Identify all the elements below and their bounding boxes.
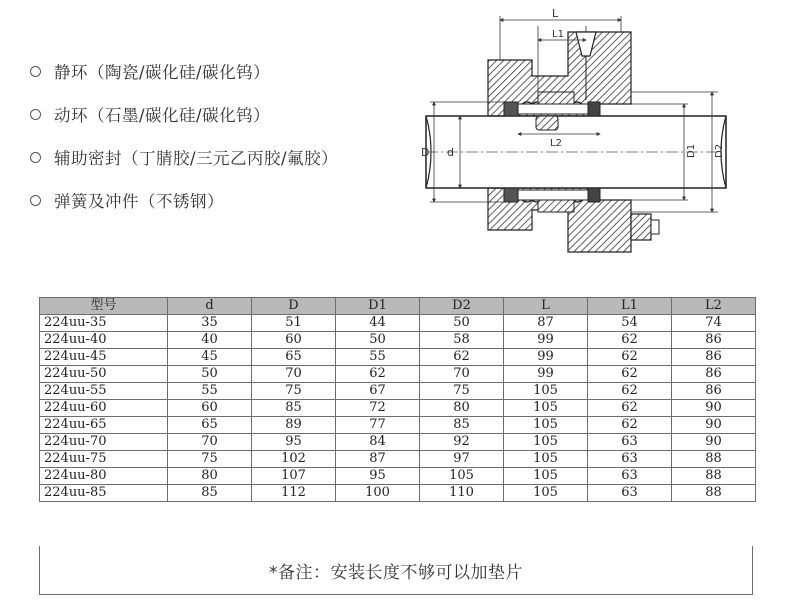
table-cell: 105 [504, 400, 588, 417]
table-cell: 85 [420, 417, 504, 434]
table-cell: 62 [588, 400, 672, 417]
table-cell: 99 [504, 366, 588, 383]
table-cell: 90 [672, 434, 756, 451]
table-cell: 87 [504, 315, 588, 332]
table-row [40, 468, 756, 485]
table-cell: 54 [588, 315, 672, 332]
table-row [40, 417, 756, 434]
table-cell: 88 [672, 468, 756, 485]
table-cell: 90 [672, 417, 756, 434]
header-D1: D1 [336, 298, 420, 315]
table-cell: 105 [504, 383, 588, 400]
table-cell: 80 [420, 400, 504, 417]
table-cell-model: 224uu-35 [40, 315, 168, 332]
bullet-circle-icon [30, 109, 41, 120]
table-cell: 50 [420, 315, 504, 332]
header-L2: L2 [672, 298, 756, 315]
table-cell: 45 [168, 349, 252, 366]
table-cell: 60 [252, 332, 336, 349]
table-cell: 62 [588, 383, 672, 400]
table-cell: 60 [168, 400, 252, 417]
header-D2: D2 [420, 298, 504, 315]
seal-ring-bottom [504, 188, 518, 202]
table-cell-model: 224uu-50 [40, 366, 168, 383]
table-cell: 62 [588, 332, 672, 349]
table-cell: 105 [504, 417, 588, 434]
dim-label-L: L [552, 7, 559, 20]
table-cell: 62 [588, 366, 672, 383]
table-cell: 99 [504, 332, 588, 349]
table-cell: 63 [588, 485, 672, 502]
material-text: 静环（陶瓷/碳化硅/碳化钨） [54, 63, 271, 82]
seal-ring-top [504, 102, 518, 116]
table-cell: 86 [672, 349, 756, 366]
table-cell: 105 [504, 485, 588, 502]
bullet-circle-icon [30, 195, 41, 206]
spec-table [39, 297, 756, 502]
table-row [40, 451, 756, 468]
table-row [40, 383, 756, 400]
table-cell: 62 [588, 349, 672, 366]
seal-cross-section-drawing [418, 4, 788, 280]
table-header-row [40, 298, 756, 315]
table-cell-model: 224uu-60 [40, 400, 168, 417]
table-cell: 67 [336, 383, 420, 400]
table-cell: 35 [168, 315, 252, 332]
table-cell: 105 [504, 451, 588, 468]
table-cell: 86 [672, 332, 756, 349]
table-cell: 62 [420, 349, 504, 366]
table-cell: 90 [672, 400, 756, 417]
table-cell: 58 [420, 332, 504, 349]
table-cell: 65 [168, 417, 252, 434]
bullet-circle-icon [30, 66, 41, 77]
table-cell: 100 [336, 485, 420, 502]
table-cell: 40 [168, 332, 252, 349]
table-cell: 70 [420, 366, 504, 383]
table-cell: 75 [168, 451, 252, 468]
table-cell: 92 [420, 434, 504, 451]
table-cell: 105 [504, 434, 588, 451]
table-cell: 55 [168, 383, 252, 400]
header-L: L [504, 298, 588, 315]
table-cell-model: 224uu-45 [40, 349, 168, 366]
table-cell: 85 [252, 400, 336, 417]
table-cell: 97 [420, 451, 504, 468]
table-cell: 50 [336, 332, 420, 349]
dim-label-D1: D1 [686, 143, 697, 158]
table-cell: 74 [672, 315, 756, 332]
table-cell: 89 [252, 417, 336, 434]
table-row [40, 434, 756, 451]
table-cell: 44 [336, 315, 420, 332]
table-cell: 95 [252, 434, 336, 451]
table-cell: 75 [252, 383, 336, 400]
table-row [40, 315, 756, 332]
table-cell-model: 224uu-65 [40, 417, 168, 434]
table-cell: 112 [252, 485, 336, 502]
table-cell: 102 [252, 451, 336, 468]
table-cell-model: 224uu-55 [40, 383, 168, 400]
table-cell: 63 [588, 468, 672, 485]
table-cell: 72 [336, 400, 420, 417]
table-cell: 85 [168, 485, 252, 502]
table-row [40, 400, 756, 417]
material-item [30, 58, 360, 84]
material-item [30, 144, 360, 170]
table-cell: 95 [336, 468, 420, 485]
table-cell: 86 [672, 366, 756, 383]
table-cell: 105 [504, 468, 588, 485]
table-row [40, 485, 756, 502]
table-cell: 110 [420, 485, 504, 502]
table-row [40, 349, 756, 366]
header-d: d [168, 298, 252, 315]
dim-label-d: d [447, 146, 454, 159]
bolt [631, 214, 651, 240]
note-text: *备注：安装长度不够可以加垫片 [269, 562, 523, 583]
dim-label-D2: D2 [714, 143, 725, 158]
table-cell: 99 [504, 349, 588, 366]
table-cell: 63 [588, 451, 672, 468]
table-cell: 70 [252, 366, 336, 383]
table-cell: 62 [336, 366, 420, 383]
bullet-circle-icon [30, 152, 41, 163]
material-text: 辅助密封（丁腈胶/三元乙丙胶/氟胶） [54, 149, 339, 168]
table-cell: 51 [252, 315, 336, 332]
header-D: D [252, 298, 336, 315]
table-cell: 86 [672, 383, 756, 400]
table-cell: 77 [336, 417, 420, 434]
table-cell-model: 224uu-40 [40, 332, 168, 349]
note-box [39, 546, 753, 595]
table-cell: 88 [672, 451, 756, 468]
material-item [30, 187, 360, 213]
header-L1: L1 [588, 298, 672, 315]
table-row [40, 332, 756, 349]
table-cell: 50 [168, 366, 252, 383]
table-cell-model: 224uu-80 [40, 468, 168, 485]
material-text: 动环（石墨/碳化硅/碳化钨） [54, 106, 271, 125]
table-cell: 107 [252, 468, 336, 485]
table-cell: 84 [336, 434, 420, 451]
table-cell: 65 [252, 349, 336, 366]
table-cell: 55 [336, 349, 420, 366]
table-cell: 80 [168, 468, 252, 485]
table-cell: 88 [672, 485, 756, 502]
table-cell-model: 224uu-85 [40, 485, 168, 502]
table-cell-model: 224uu-75 [40, 451, 168, 468]
table-cell: 62 [588, 417, 672, 434]
table-cell: 105 [420, 468, 504, 485]
table-row [40, 366, 756, 383]
table-cell: 87 [336, 451, 420, 468]
dim-label-D: D [421, 146, 430, 159]
table-cell: 70 [168, 434, 252, 451]
table-cell: 75 [420, 383, 504, 400]
table-cell: 63 [588, 434, 672, 451]
header-model: 型号 [40, 298, 168, 315]
material-text: 弹簧及冲件（不锈钢） [54, 192, 224, 211]
table-cell-model: 224uu-70 [40, 434, 168, 451]
dim-label-L2: L2 [550, 138, 562, 149]
dim-label-L1: L1 [552, 29, 564, 40]
material-item [30, 101, 360, 127]
